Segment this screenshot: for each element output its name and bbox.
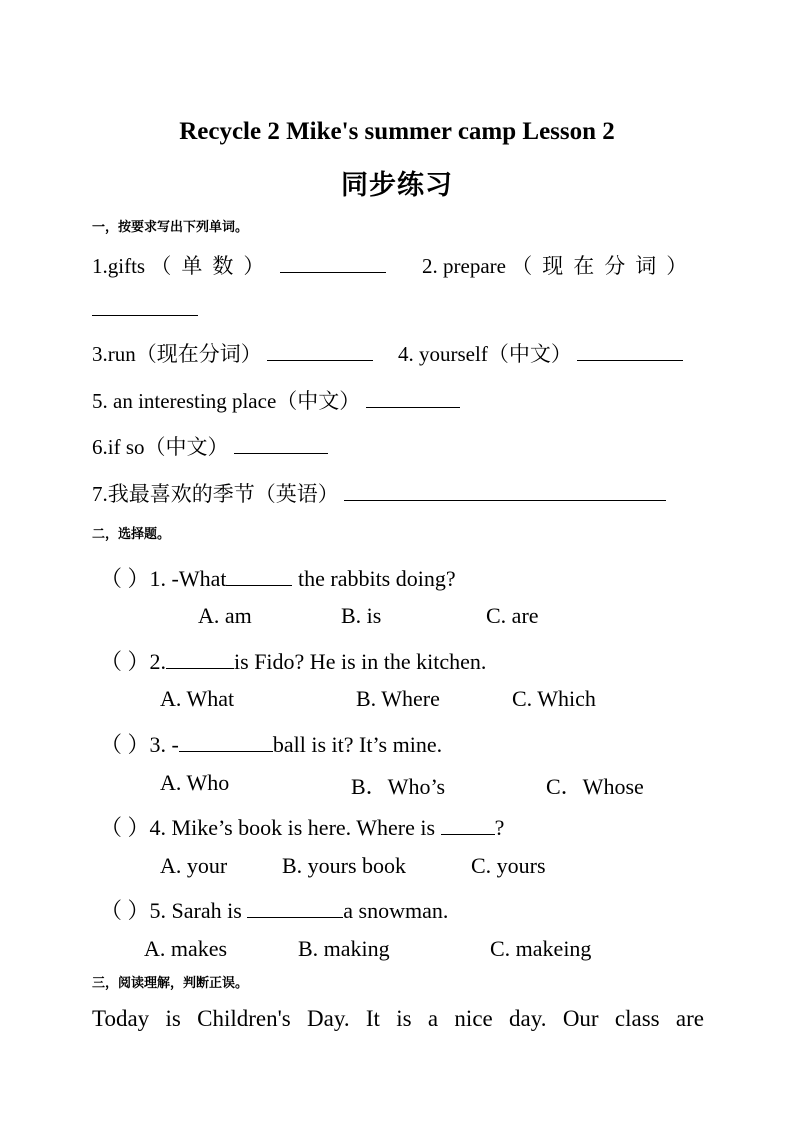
s1-item-4-hint: （中文） bbox=[487, 342, 572, 366]
question-1-pre: 1. -What bbox=[149, 566, 227, 591]
page-subtitle: 同步练习 bbox=[341, 170, 453, 200]
question-2-post: is Fido? He is in the kitchen. bbox=[234, 649, 487, 674]
s1-item-3-word: 3.run bbox=[92, 342, 136, 366]
q4-option-c: C. yours bbox=[471, 853, 546, 878]
question-2-pre: 2. bbox=[149, 649, 167, 674]
q3-option-a: A. Who bbox=[160, 770, 230, 795]
s1-item-7-hint: （英语） bbox=[254, 482, 339, 506]
s1-item-2-answer bbox=[92, 295, 198, 322]
question-1 bbox=[100, 562, 456, 593]
answer-blank-7[interactable] bbox=[344, 480, 666, 501]
answer-blank-4[interactable] bbox=[577, 340, 683, 361]
q1-option-a: A. am bbox=[198, 603, 252, 628]
s1-item-4-word: 4. yourself bbox=[398, 342, 488, 366]
q2-option-a: A. What bbox=[160, 686, 235, 711]
q1-option-c: C. are bbox=[486, 603, 539, 628]
q5-option-a: A. makes bbox=[144, 936, 228, 961]
q5-option-b: B. making bbox=[298, 936, 390, 961]
s1-item-1 bbox=[92, 250, 386, 280]
question-2 bbox=[100, 645, 486, 676]
q1-option-b: B. is bbox=[341, 603, 382, 628]
question-5 bbox=[100, 894, 448, 925]
s1-item-7 bbox=[92, 478, 666, 508]
question-3-pre: 3. - bbox=[149, 732, 179, 757]
question-5-blank bbox=[247, 897, 343, 918]
answer-bracket-1[interactable]: （ ） bbox=[100, 566, 150, 591]
question-3 bbox=[100, 728, 442, 759]
question-3-post: ball is it? It’s mine. bbox=[272, 732, 443, 757]
s1-item-2-word: 2. prepare bbox=[422, 254, 506, 278]
page-title: Recycle 2 Mike's summer camp Lesson 2 bbox=[179, 118, 615, 145]
s1-item-5 bbox=[92, 385, 460, 415]
question-5-post: a snowman. bbox=[343, 898, 449, 923]
s1-item-6-word: 6.if so bbox=[92, 435, 145, 459]
s1-item-6 bbox=[92, 431, 328, 461]
s1-item-7-word: 7.我最喜欢的季节 bbox=[92, 482, 255, 506]
answer-bracket-4[interactable]: （ ） bbox=[100, 815, 150, 840]
answer-blank-5[interactable] bbox=[366, 387, 460, 408]
question-2-blank bbox=[166, 648, 234, 669]
question-4-post: ? bbox=[494, 815, 505, 840]
answer-blank-1[interactable] bbox=[280, 252, 386, 273]
question-3-blank bbox=[179, 731, 273, 752]
s1-item-3 bbox=[92, 338, 373, 368]
q4-option-b: B. yours book bbox=[282, 853, 407, 878]
s1-item-5-hint: （中文） bbox=[276, 389, 361, 413]
question-1-post: the rabbits doing? bbox=[292, 566, 456, 591]
s1-item-3-hint: （现在分词） bbox=[135, 342, 262, 366]
answer-blank-2[interactable] bbox=[92, 295, 198, 316]
q3-option-c: C．Whose bbox=[546, 774, 644, 799]
question-1-blank bbox=[226, 565, 292, 586]
q2-option-b: B. Where bbox=[356, 686, 440, 711]
question-4-blank bbox=[441, 814, 495, 835]
section1-heading: 一，按要求写出下列单词。 bbox=[92, 220, 249, 235]
section3-heading: 三，阅读理解，判断正误。 bbox=[92, 976, 249, 991]
answer-bracket-2[interactable]: （ ） bbox=[100, 649, 150, 674]
q5-option-c: C. makeing bbox=[490, 936, 592, 961]
s1-item-6-hint: （中文） bbox=[144, 435, 229, 459]
s1-item-1-word: 1.gifts bbox=[92, 254, 146, 278]
section2-heading: 二，选择题。 bbox=[92, 527, 171, 542]
q4-option-a: A. your bbox=[160, 853, 228, 878]
s1-item-2-hint: （现在分词） bbox=[511, 254, 698, 278]
answer-bracket-5[interactable]: （ ） bbox=[100, 898, 150, 923]
question-5-pre: 5. Sarah is bbox=[149, 898, 248, 923]
s1-item-5-word: 5. an interesting place bbox=[92, 389, 277, 413]
answer-blank-3[interactable] bbox=[267, 340, 373, 361]
s1-item-2 bbox=[422, 250, 697, 280]
question-4-pre: 4. Mike’s book is here. Where is bbox=[149, 815, 441, 840]
s1-item-4 bbox=[398, 338, 683, 368]
s1-item-1-hint: （单数） bbox=[150, 254, 275, 278]
answer-blank-6[interactable] bbox=[234, 433, 328, 454]
question-4 bbox=[100, 811, 504, 842]
q2-option-c: C. Which bbox=[512, 686, 596, 711]
answer-bracket-3[interactable]: （ ） bbox=[100, 732, 150, 757]
reading-passage: Today is Children's Day. It is a nice day. Our class are bbox=[92, 1006, 704, 1031]
q3-option-b: B．Who’s bbox=[351, 774, 446, 799]
